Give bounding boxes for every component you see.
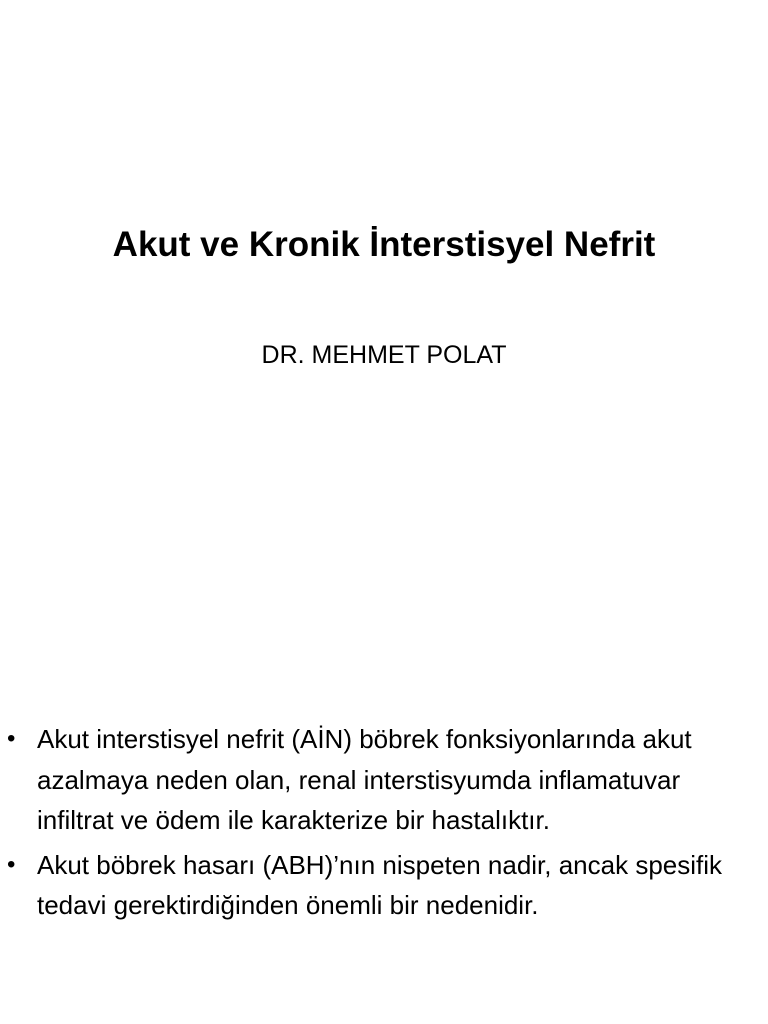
bullet-dot-icon: • [7, 850, 16, 878]
bullet-item [0, 719, 750, 841]
bullet-text: Akut interstisyel nefrit (AİN) böbrek fonksiyonlarında akut azalmaya neden olan, renal interstisyumda inflamatuvar infiltrat ve ödem ile karakterize bir hastalıktır. [37, 724, 692, 835]
bullet-text: Akut böbrek hasarı (ABH)’nın nispeten nadir, ancak spesifik tedavi gerektirdiğinden önemli bir nedenidir. [37, 849, 723, 920]
slide-subtitle-author: DR. MEHMET POLAT [261, 341, 507, 369]
bullet-list [0, 719, 750, 926]
bullet-dot-icon: • [7, 725, 16, 752]
bullet-item [0, 845, 750, 926]
slide-title: Akut ve Kronik İnterstisyel Nefrit [112, 225, 656, 264]
